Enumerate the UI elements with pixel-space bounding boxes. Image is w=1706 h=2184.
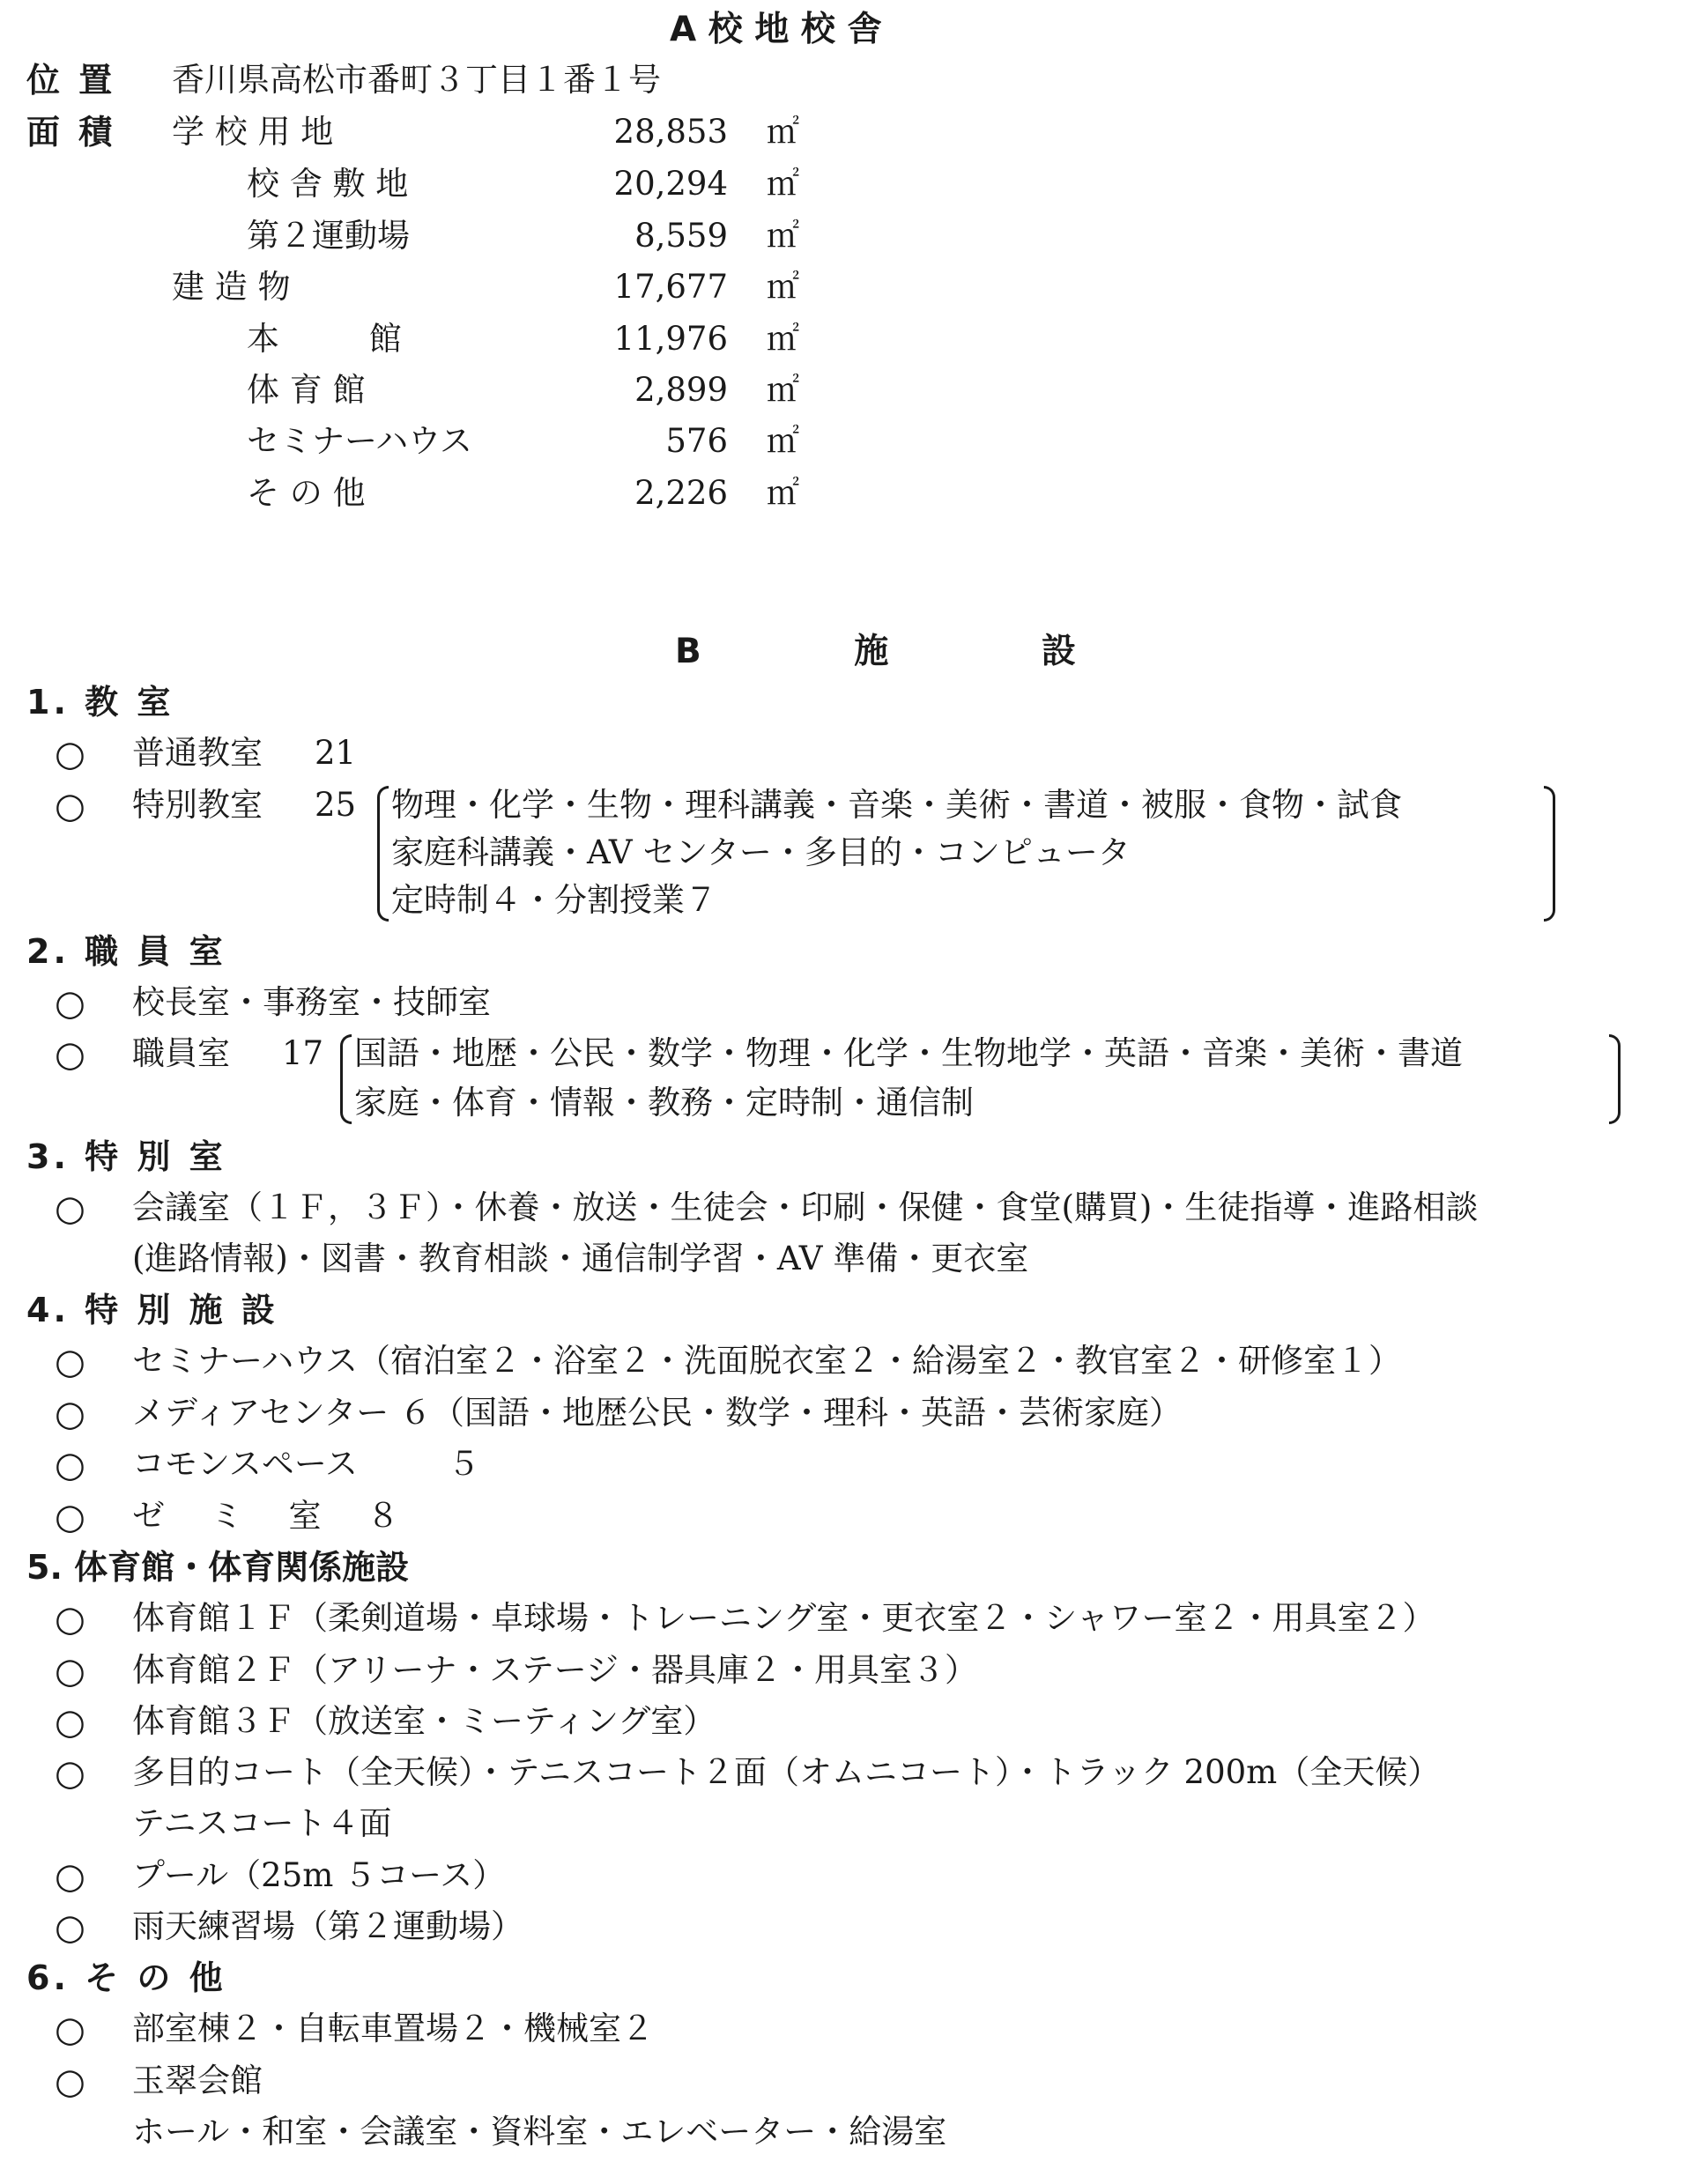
circle-bullet: ○ [55,786,85,826]
heading-classrooms: 1. 教 室 [26,683,174,722]
gym-item: 体育館１Ｆ（柔剣道場・卓球場・トレーニング室・更衣室２・シャワー室２・用具室２） [132,1599,1435,1637]
staff-item: 校長室・事務室・技師室 [132,983,491,1021]
other-item: 玉翠会館 [132,2062,263,2099]
area-row-label: 学 校 用 地 [172,113,334,151]
circle-bullet: ○ [55,1753,85,1794]
circle-bullet: ○ [55,1907,85,1948]
area-row-value: 28,853 [613,113,728,151]
area-row-value: 11,976 [613,320,728,358]
special-facility-item: コモンスペース ５ [132,1445,480,1483]
staff-room-count: 17 [282,1034,324,1072]
section-b-title: B 施 設 [675,632,1076,671]
staff-room-line: 国語・地歴・公民・数学・物理・化学・生物地学・英語・音楽・美術・書道 [354,1034,1463,1072]
circle-bullet: ○ [55,1445,85,1485]
area-row-unit: ㎡ [767,165,799,203]
area-row-label: 体 育 館 [247,371,366,409]
special-classroom-line: 定時制４・分割授業７ [391,881,717,919]
circle-bullet: ○ [55,983,85,1024]
area-row-unit: ㎡ [767,474,799,512]
area-row-label: 校 舎 敷 地 [247,165,409,203]
heading-special-rooms: 3. 特 別 室 [26,1137,226,1176]
area-row-unit: ㎡ [767,113,799,151]
classroom-name: 特別教室 [132,786,263,824]
area-row-unit: ㎡ [767,320,799,358]
circle-bullet: ○ [55,1034,85,1075]
heading-other: 6. そ の 他 [26,1958,226,1997]
staff-room-name: 職員室 [132,1034,230,1072]
area-row-value: 2,226 [634,474,728,512]
area-row-unit: ㎡ [767,422,799,460]
special-facility-item: メディアセンター ６（国語・地歴公民・数学・理科・英語・芸術家庭） [132,1394,1182,1432]
circle-bullet: ○ [55,1342,85,1382]
classroom-count: 21 [315,734,357,772]
circle-bullet: ○ [55,1702,85,1743]
area-row-value: 20,294 [613,165,728,203]
location-value: 香川県高松市番町３丁目１番１号 [172,61,661,99]
area-label: 面 積 [26,113,116,152]
special-facility-item: ゼ ミ 室 ８ [132,1497,400,1535]
area-row-label: 本 館 [247,320,402,358]
other-item-continuation: ホール・和室・会議室・資料室・エレベーター・給湯室 [132,2113,947,2151]
circle-bullet: ○ [55,1599,85,1640]
area-row-label: そ の 他 [247,474,366,512]
special-classroom-line: 家庭科講義・AV センター・多目的・コンピュータ [391,833,1131,871]
area-row-value: 2,899 [634,371,728,409]
area-row-label: セミナーハウス [247,422,473,460]
circle-bullet: ○ [55,2062,85,2102]
circle-bullet: ○ [55,1497,85,1537]
bracket-left [377,786,389,922]
heading-special-facilities: 4. 特 別 施 設 [26,1291,278,1329]
gym-item: プール（25m ５コース） [132,1856,506,1894]
area-row-label: 建 造 物 [172,268,291,306]
gym-item: 雨天練習場（第２運動場） [132,1907,523,1945]
heading-staff-room: 2. 職 員 室 [26,932,226,971]
location-label: 位 置 [26,61,116,100]
section-a-title: A 校 地 校 舎 [670,10,882,49]
staff-room-line: 家庭・体育・情報・教務・定時制・通信制 [354,1084,974,1122]
bracket-right [1544,786,1555,922]
area-row-value: 17,677 [613,268,728,306]
circle-bullet: ○ [55,1651,85,1692]
special-classroom-line: 物理・化学・生物・理科講義・音楽・美術・書道・被服・食物・試食 [391,786,1402,824]
area-row-value: 576 [665,422,728,460]
circle-bullet: ○ [55,1188,85,1229]
area-row-value: 8,559 [634,217,728,255]
bracket-right [1609,1034,1621,1124]
area-row-unit: ㎡ [767,217,799,255]
gym-item: 体育館３Ｆ（放送室・ミーティング室） [132,1702,716,1740]
circle-bullet: ○ [55,734,85,774]
area-row-unit: ㎡ [767,371,799,409]
gym-item: 体育館２Ｆ（アリーナ・ステージ・器具庫２・用具室３） [132,1651,978,1689]
special-room-line: (進路情報)・図書・教育相談・通信制学習・AV 準備・更衣室 [132,1240,1029,1277]
circle-bullet: ○ [55,1856,85,1897]
classroom-count: 25 [315,786,357,824]
other-item: 部室棟２・自転車置場２・機械室２ [132,2010,654,2047]
gym-item: 多目的コート（全天候）・テニスコート２面（オムニコート）・トラック 200m（全天候） [132,1753,1441,1791]
area-row-unit: ㎡ [767,268,799,306]
circle-bullet: ○ [55,2010,85,2050]
heading-gym: 5. 体育館・体育関係施設 [26,1548,410,1587]
bracket-left [340,1034,352,1124]
special-facility-item: セミナーハウス（宿泊室２・浴室２・洗面脱衣室２・給湯室２・教官室２・研修室１） [132,1342,1402,1380]
special-room-line: 会議室（１Ｆ，３Ｆ）・休養・放送・生徒会・印刷・保健・食堂(購買)・生徒指導・進路相談 [132,1188,1479,1226]
classroom-name: 普通教室 [132,734,263,772]
gym-item-continuation: テニスコート４面 [132,1804,392,1842]
circle-bullet: ○ [55,1394,85,1434]
area-row-label: 第２運動場 [247,217,410,255]
